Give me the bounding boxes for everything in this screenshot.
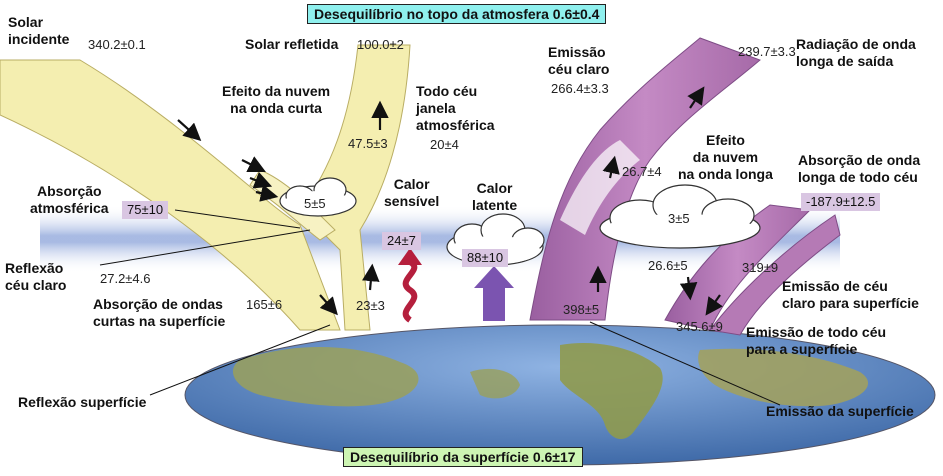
sensible-heat-label: Calor sensível (384, 176, 440, 209)
clear-sky-to-surface-label: Emissão de céu claro para superfície (782, 278, 919, 311)
cloud-lw-inner-value: 3±5 (668, 211, 690, 226)
solar-reflected-value: 100.0±2 (357, 37, 404, 52)
reflect-up-value: 47.5±3 (348, 136, 388, 151)
all-sky-to-surface-label: Emissão de todo céu para a superfície (746, 324, 887, 357)
all-sky-lw-absorption-label: Absorção de onda longa de todo céu (798, 152, 921, 185)
all-sky-lw-absorption-value: -187.9±12.5 (801, 193, 880, 211)
clear-sky-reflection-label: Reflexão céu claro (5, 260, 67, 293)
cloud-lw-value: 26.7±4 (622, 164, 662, 179)
surface-sw-absorption-value: 165±6 (246, 297, 283, 312)
clear-sky-emission-value: 266.4±3.3 (551, 81, 609, 96)
top-imbalance-title: Desequilíbrio no topo da atmosfera 0.6±0.4 (307, 4, 606, 24)
window-label: Todo céu janela atmosférica (416, 83, 495, 133)
clear-to-surface-value: 319±9 (742, 260, 779, 275)
cloud-sw-effect-label: Efeito da nuvem na onda curta (222, 83, 331, 116)
surface-sw-absorption-label: Absorção de ondas curtas na superfície (93, 296, 226, 329)
solar-reflected-label: Solar refletida (245, 36, 339, 52)
clear-sky-reflection-value: 27.2±4.6 (100, 271, 151, 286)
surface-emission-label: Emissão da superfície (766, 403, 914, 419)
solar-incident-label: Solar incidente (8, 14, 70, 47)
clear-sky-emission-label: Emissão céu claro (548, 44, 610, 77)
olr-value: 239.7±3.3 (738, 44, 796, 59)
latent-heat-label: Calor latente (472, 180, 518, 213)
cloud-down-value: 26.6±5 (648, 258, 688, 273)
surface-reflection-value: 23±3 (356, 298, 385, 313)
surface-imbalance-title: Desequilíbrio da superfície 0.6±17 (343, 447, 583, 467)
atm-absorption-label: Absorção atmosférica (30, 183, 109, 216)
all-sky-to-surface-value: 345.6±9 (676, 319, 723, 334)
cloud-lw-effect-label: Efeito da nuvem na onda longa (678, 132, 773, 182)
block-arrow-icon (483, 285, 505, 321)
solar-incident-value: 340.2±0.1 (88, 37, 146, 52)
sensible-heat-value: 24±7 (382, 232, 421, 250)
cloud-sw-value: 5±5 (304, 196, 326, 211)
olr-label: Radiação de onda longa de saída (796, 36, 916, 69)
latent-heat-value: 88±10 (462, 249, 508, 267)
surface-emission-value: 398±5 (563, 302, 600, 317)
window-value: 20±4 (430, 137, 459, 152)
atm-absorption-value: 75±10 (122, 201, 168, 219)
surface-reflection-label: Reflexão superfície (18, 394, 147, 410)
